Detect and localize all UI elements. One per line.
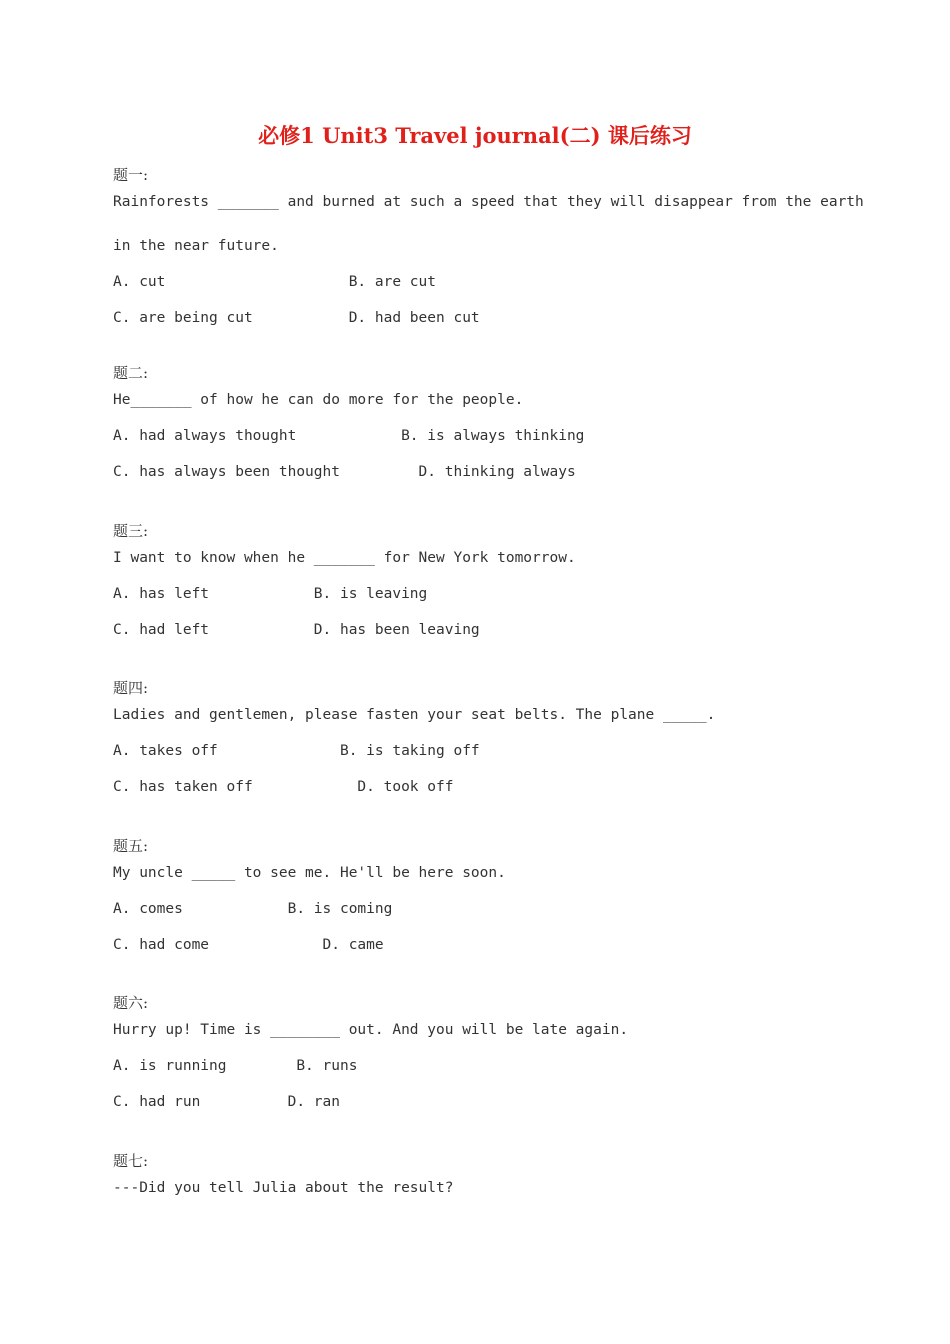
question-label: 题六:	[113, 994, 149, 1012]
question-2	[113, 363, 853, 483]
options-row-1: A. has left B. is leaving	[113, 586, 428, 602]
options-row-1: A. cut B. are cut	[113, 274, 437, 290]
options-row-2: C. are being cut D. had been cut	[113, 310, 480, 326]
options-row-2: C. has always been thought D. thinking always	[113, 464, 576, 480]
question-stem: Hurry up! Time is ________ out. And you will be late again.	[113, 1022, 629, 1038]
page-title: 必修1 Unit3 Travel journal(二) 课后练习	[258, 123, 692, 148]
options-row-2: C. had run D. ran	[113, 1094, 340, 1110]
question-stem: He_______ of how he can do more for the people.	[113, 392, 524, 408]
options-row-1: A. is running B. runs	[113, 1058, 358, 1074]
question-3	[113, 521, 853, 641]
question-label: 题二:	[113, 364, 149, 382]
question-label: 题七:	[113, 1152, 149, 1170]
question-label: 题四:	[113, 679, 149, 697]
question-7	[113, 1151, 853, 1199]
question-4	[113, 678, 853, 798]
options-row-2: C. had left D. has been leaving	[113, 622, 480, 638]
options-row-1: A. comes B. is coming	[113, 901, 393, 917]
question-stem: I want to know when he _______ for New York tomorrow.	[113, 550, 576, 566]
question-1	[113, 165, 864, 329]
options-row-2: C. has taken off D. took off	[113, 779, 454, 795]
question-stem: ---Did you tell Julia about the result?	[113, 1180, 454, 1196]
question-stem: Rainforests _______ and burned at such a speed that they will disappear from the earth	[113, 194, 864, 210]
question-stem: My uncle _____ to see me. He'll be here soon.	[113, 865, 506, 881]
options-row-1: A. takes off B. is taking off	[113, 743, 480, 759]
question-label: 题五:	[113, 837, 149, 855]
question-label: 题一:	[113, 166, 149, 184]
question-6	[113, 993, 853, 1113]
options-row-1: A. had always thought B. is always thinking	[113, 428, 585, 444]
question-stem: Ladies and gentlemen, please fasten your seat belts. The plane _____.	[113, 707, 716, 723]
question-5	[113, 836, 853, 956]
question-label: 题三:	[113, 522, 149, 540]
options-row-2: C. had come D. came	[113, 937, 384, 953]
question-stem-cont: in the near future.	[113, 238, 279, 254]
